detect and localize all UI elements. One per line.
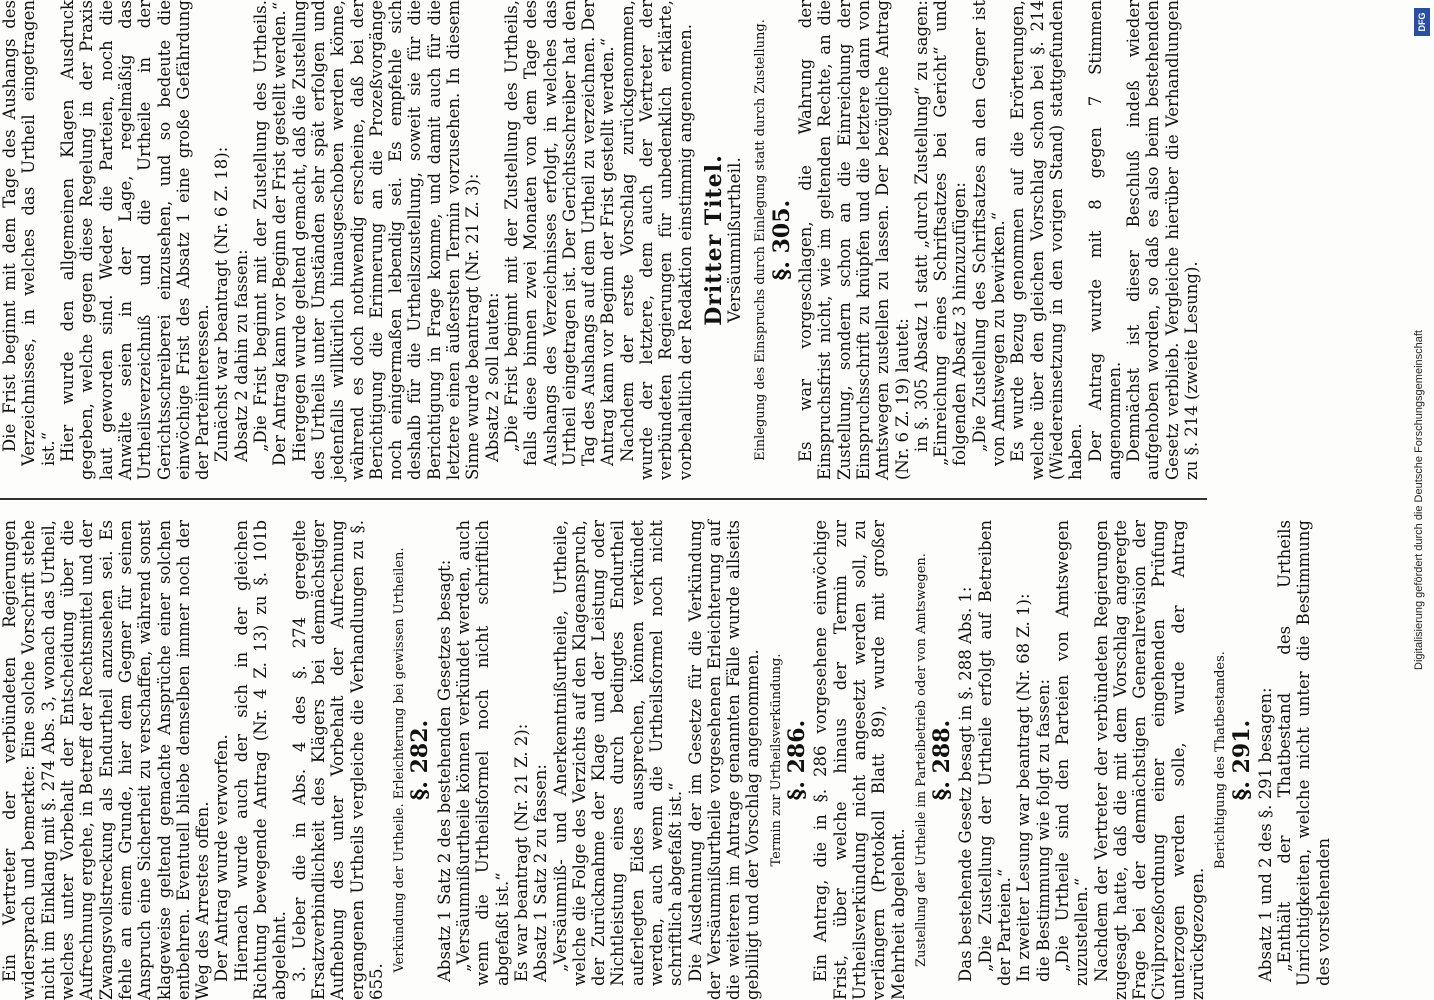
quoted-paragraph: in §. 305 Absatz 1 statt „durch Zustellung“ zu sagen: „Einreichung eines Schriftsatzes bei Gericht“ und folgenden Absatz 3 hinzuzufügen: [911,0,970,466]
quoted-paragraph: „Versäumnißurtheile können verkündet werden, auch wenn die Urtheilsformel noch nicht schriftlich abgefaßt ist.“ [454,520,512,986]
section-number: §. 288. [929,719,956,801]
body-paragraph: Es war beantragt (Nr. 21 Z. 2): [511,723,531,982]
body-paragraph: Ein Vertreter der verbündeten Regierungen widersprach und bemerkte: Eine solche Vorschrift stehe nicht im Einklang mit §. 274 Abs. 3, wonach das Urtheil, welches unter Vorbehalt der Entscheidung über die Aufrechnung ergehe, in Betreff der Rechtsmittel und der Zwangsvollstreckung als Endurtheil anzusehen sei. Es fehle an einem Grunde, hier dem Gegner für seinen Anspruch eine Sicherheit zu verschaffen, während sonst klageweise geltend gemachte Ansprüche einer solchen entbehren. Eventuell bliebe demselben immer noch der Weg des Arrestes offen. [0,520,213,1000]
section-caption: Berichtigung des Thatbestandes. [1213,651,1229,869]
section-caption: Termin zur Urtheilsverkündung. [768,653,784,867]
left-column [0,520,1333,1000]
title-heading: Dritter Titel. [700,154,727,326]
body-paragraph: Der Antrag wurde verworfen. [212,734,232,982]
body-paragraph: Absatz 2 dahin zu fassen: [231,249,251,462]
body-paragraph: Hiernach wurde auch der sich in der gleichen Richtung bewegende Antrag (Nr. 4 Z. 13) zu §. 101b abgelehnt. [231,520,290,1000]
body-paragraph: Absatz 2 soll lauten: [482,292,502,462]
funding-note: Digitalisierung gefördert durch die Deutsche Forschungsgemeinschaft [1413,330,1425,670]
body-paragraph: Ein Antrag, die in §. 286 vorgesehene einwöchige Frist, über welche hinaus der Termin zur Urtheilsverkündung nicht angesetzt werden soll, zu verlängern (Protokoll Blatt 89), wurde mit großer Mehrheit abgelehnt. [811,520,908,1000]
body-paragraph: 3. Ueber die in Abs. 4 des §. 274 geregelte Ersatzverbindlichkeit des Klägers bei demnächstiger Aufhebung des unter Vorbehalt der Aufrechnung ergangenen Urtheils vergleiche die Verhandlungen zu §. 655. [289,520,386,1000]
section-caption: Zustellung der Urtheile im Parteibetrieb oder von Amtswegen. [913,553,929,967]
body-paragraph: Es war vorgeschlagen, die Wahrung der Einspruchsfrist nicht, wie im geltenden Rechte, an die Zustellung, sondern schon an die Einreichung der Einspruchsschrift zu knüpfen und die letztere dann von Amtswegen zustellen zu lassen. Der bezügliche Antrag (Nr. 6 Z. 19) lautet: [796,0,912,480]
section-caption: Einlegung des Einspruchs durch Einlegung statt durch Zustellung. [753,19,769,461]
section-number: §. 291. [1228,719,1255,801]
body-paragraph: Es wurde Bezug genommen auf die Erörterungen, welche über den gleichen Vorschlag schon bei §. 214 (Wiedereinsetzung in den vorigen Stand) stattgefunden haben. [1008,0,1086,480]
body-paragraph: In zweiter Lesung war beantragt (Nr. 68 Z. 1): [1014,593,1034,982]
column-divider [0,499,1207,501]
dfg-logo-text: DFG [1417,12,1427,32]
section-number: §. 286. [784,719,811,801]
quoted-paragraph: Die Frist beginnt mit dem Tage des Aushangs des Verzeichnisses, in welches das Urtheil eingetragen ist.“ [0,0,58,466]
margin-note [1410,8,1428,992]
body-paragraph: Hiergegen wurde geltend gemacht, daß die Zustellung des Urtheils unter Umständen sehr spät erfolgen und jedenfalls willkürlich hinausgeschoben werden könne, während es doch nothwendig erscheine, daß bei der Berichtigung die Erinnerung an die Prozeßvorgänge noch einigermaßen lebendig sei. Es empfehle sich deshalb für die Urtheilszustellung, soweit sie für die Berichtigung in Frage komme, und damit auch für die letztere einen äußersten Termin vorzusehen. In diesem Sinne wurde beantragt (Nr. 21 Z. 3): [289,0,483,480]
quoted-paragraph: „Die Zustellung des Schriftsatzes an den Gegner ist von Amtswegen zu bewirken.“ [969,0,1009,466]
quoted-paragraph: „Die Frist beginnt mit der Zustellung des Urtheils, falls diese binnen zwei Monaten von dem Tage des Aushangs des Verzeichnisses erfolgt, in welches das Urtheil eingetragen ist. Der Gerichtsschreiber hat den Tag des Aushangs auf dem Urtheil zu verzeichnen. Der Antrag kann vor Beginn der Frist gestellt werden.“ [501,0,618,466]
body-paragraph: Das bestehende Gesetz besagt in §. 288 Abs. 1: [956,586,976,982]
body-paragraph: Die Ausdehnung der im Gesetze für die Verkündung der Versäumnißurtheile vorgesehenen Erleichterung auf die weiteren im Antrage genannten Fälle wurde allseits gebilligt und der Vorschlag angenommen. [685,520,763,1000]
quoted-paragraph: „Versäumniß- und Anerkenntnißurtheile, Urtheile, welche die Folge des Verzichts auf den Klageanspruch, der Zurücknahme der Klage und der Leistung oder Nichtleistung eines durch bedingtes Endurtheil auferlegten Eides aussprechen, können verkündet werden, auch wenn die Urtheilsformel noch nicht schriftlich abgefaßt ist.“ [550,520,686,986]
quoted-paragraph: „Die Zustellung der Urtheile erfolgt auf Betreiben der Parteien.“ [975,520,1015,986]
body-paragraph: Nachdem der erste Vorschlag zurückgenommen, wurde der letztere, dem auch der Vertreter der verbündeten Regierungen für unbedenklich erklärte, vorbehaltlich der Redaktion einstimmig angenommen. [617,0,695,480]
dfg-logo [1414,8,1430,36]
body-paragraph: Hier wurde den allgemeinen Klagen Ausdruck gegeben, welche gegen diese Regelung in der Praxis laut geworden sind. Weder die Parteien, noch die Anwälte seien in der Lage, regelmäßig das Urtheilsverzeichniß und die Urtheile in der Gerichtsschreiberei einzusehen, und so bedeute die einwöchige Frist des Absatz 1 eine große Gefährdung der Parteiinteressen. [58,0,213,480]
body-paragraph: Der Antrag wurde mit 8 gegen 7 Stimmen angenommen. [1085,0,1124,480]
body-paragraph: Absatz 1 und 2 des §. 291 besagen: [1255,687,1275,982]
section-number: §. 305. [768,199,795,281]
quoted-paragraph: „Die Urtheile sind den Parteien von Amtswegen zuzustellen.“ [1052,520,1092,986]
body-paragraph: Absatz 1 Satz 2 zu fassen: [531,764,551,982]
body-paragraph: Nachdem der Vertreter der verbündeten Regierungen zugesagt hatte, daß die mit dem Vorschlag angeregte Frage bei der demnächstigen Generalrevision der Civilprozeßordnung einer eingehenden Prüfung unterzogen werden solle, wurde der Antrag zurückgezogen. [1091,520,1207,1000]
body-paragraph: Demnächst ist dieser Beschluß indeß wieder aufgehoben worden, so daß es also beim bestehenden Gesetz verblieb. Vergleiche hierüber die Verhandlungen zu §. 214 (zweite Lesung). [1124,0,1201,480]
section-caption: Verkündung der Urtheile. Erleichterung bei gewissen Urtheilen. [392,547,408,973]
quoted-paragraph: „Enthält der Thatbestand des Urtheils Unrichtigkeiten, welche nicht unter die Bestimmung des vorstehenden [1275,520,1333,986]
section-number: §. 282. [407,719,434,801]
title-subheading: Versäumnißurtheil. [725,157,746,323]
right-column [0,0,1201,480]
body-paragraph: Absatz 1 Satz 2 des bestehenden Gesetzes besagt: [434,559,454,982]
body-paragraph: die Bestimmung wie folgt zu fassen: [1033,678,1053,982]
body-paragraph: Zunächst war beantragt (Nr. 6 Z. 18): [212,146,232,462]
quoted-paragraph: „Die Frist beginnt mit der Zustellung des Urtheils. Der Antrag kann vor Beginn der Frist gestellt werden.“ [251,0,290,466]
